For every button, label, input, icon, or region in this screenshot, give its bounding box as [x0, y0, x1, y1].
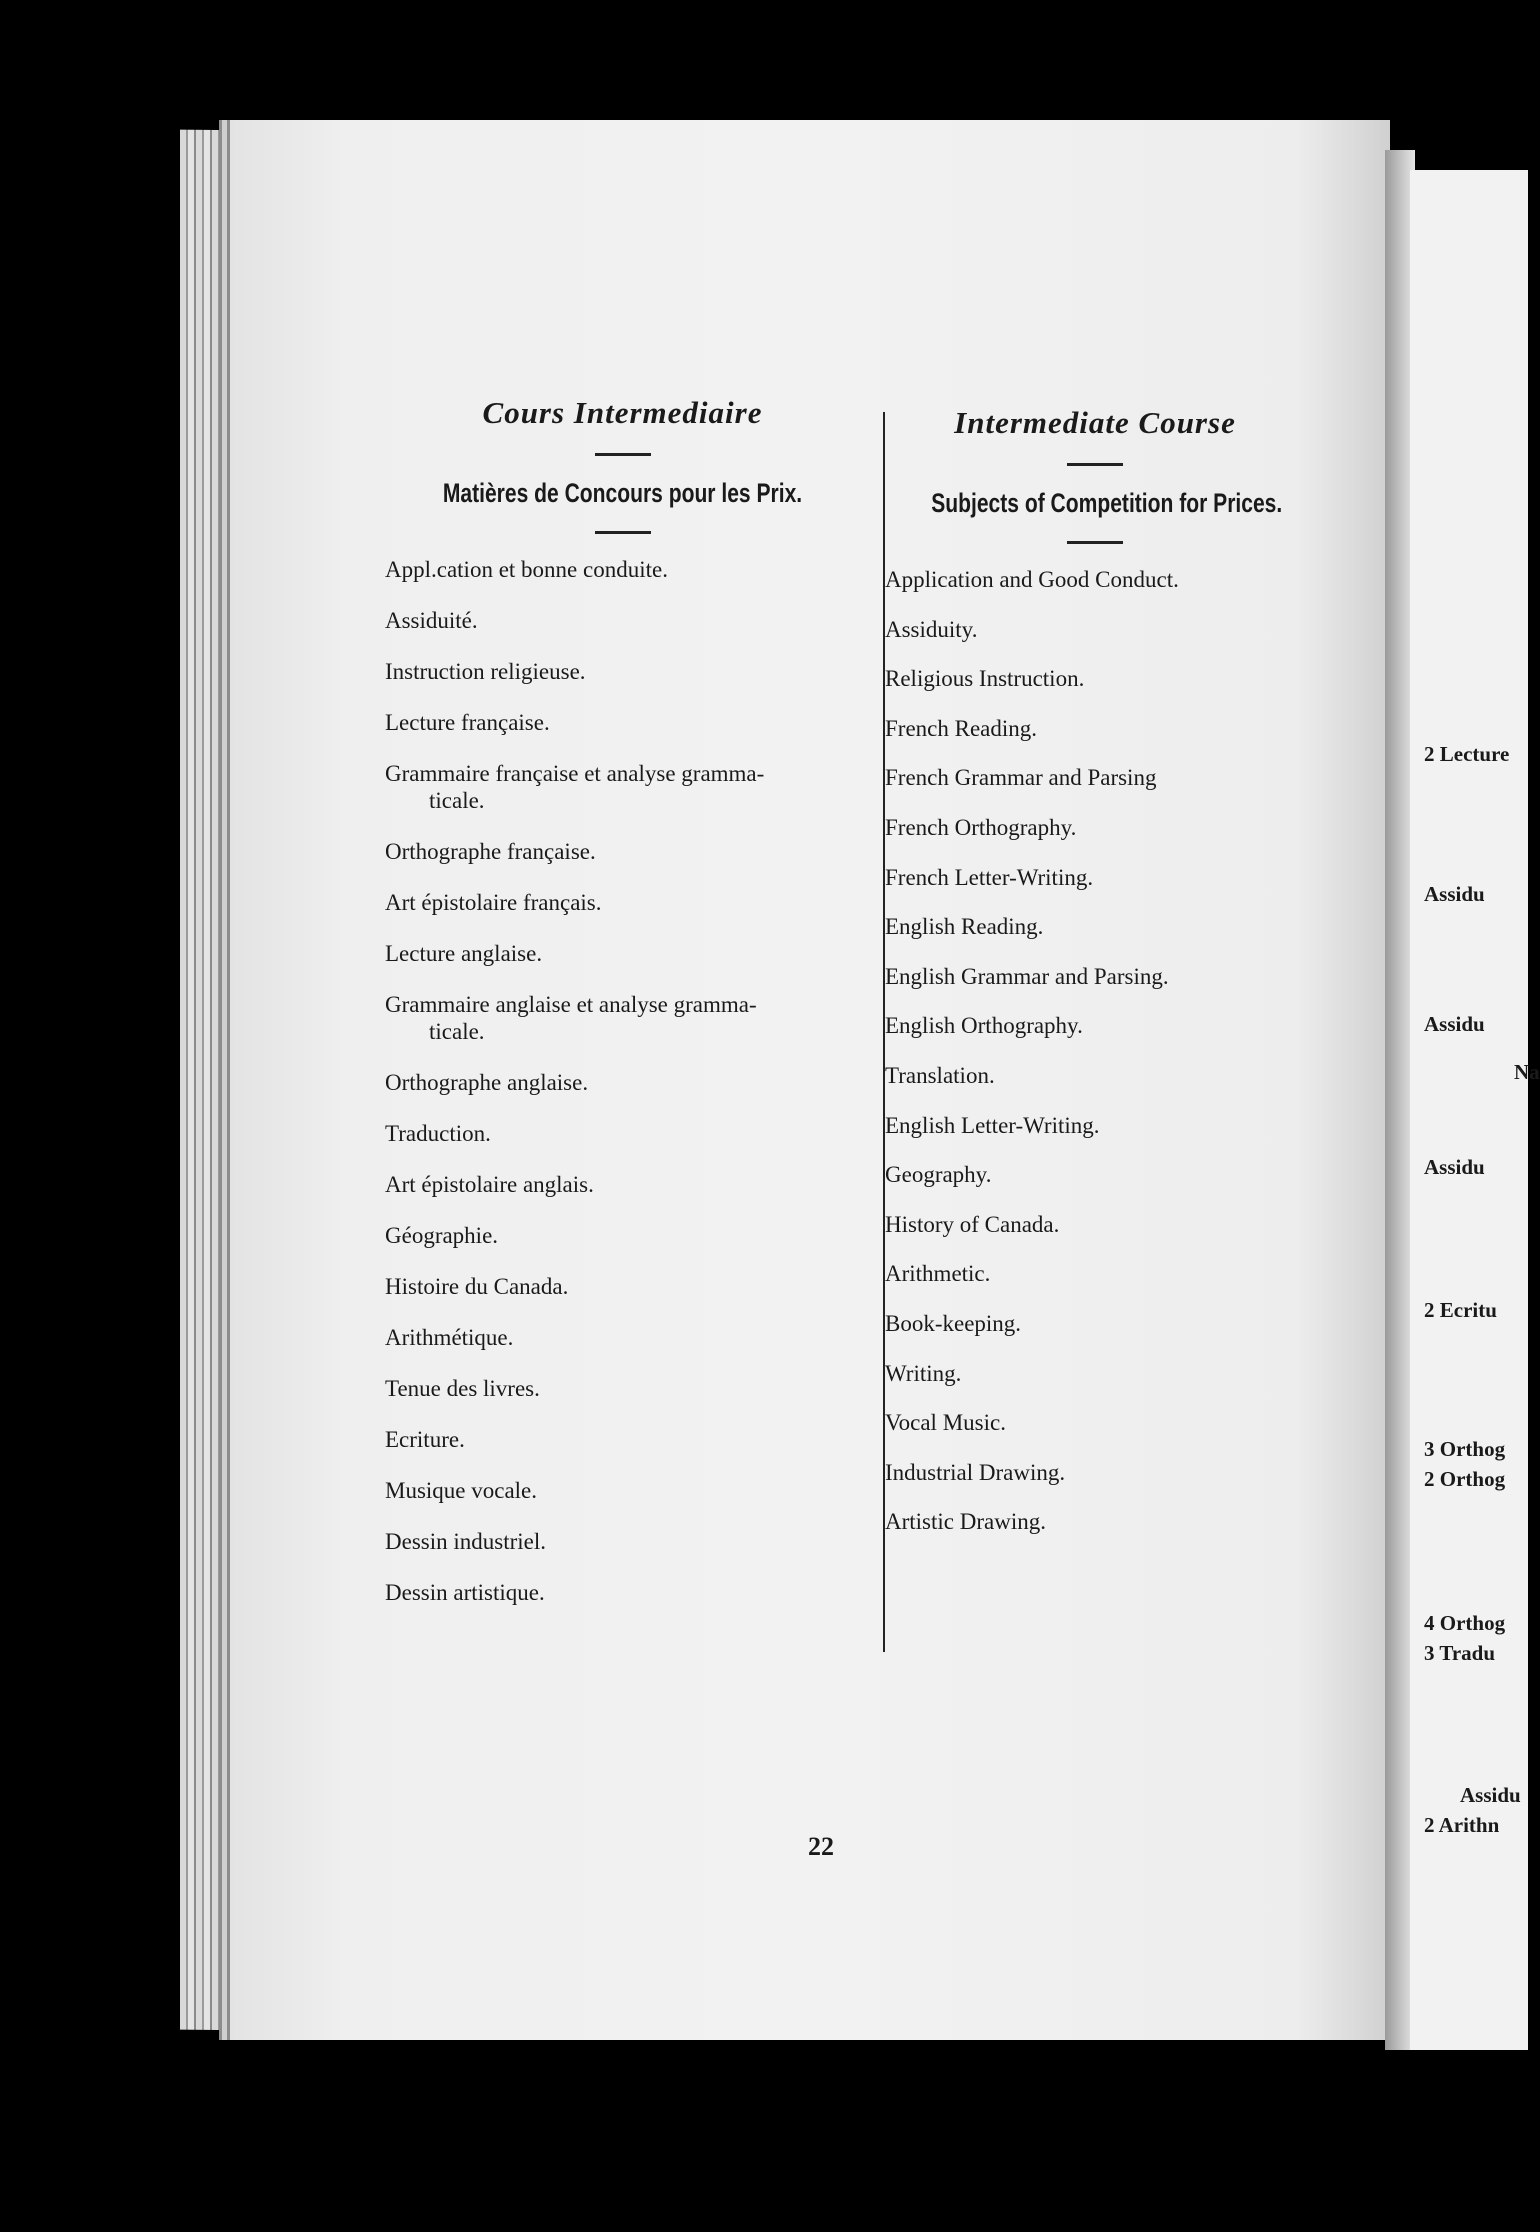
list-item: Ecriture.: [385, 1427, 465, 1452]
english-column: [885, 405, 1305, 1558]
list-item: Orthographe française.: [385, 839, 596, 864]
list-item: Arithmétique.: [385, 1325, 514, 1350]
list-item: Lecture anglaise.: [385, 941, 543, 966]
next-page-line: 2 Lecture: [1424, 742, 1510, 766]
list-item: Instruction religieuse.: [385, 659, 586, 684]
english-heading: Intermediate Course: [954, 405, 1236, 440]
next-page-line: Na: [1514, 1060, 1540, 1084]
list-item: Orthographe anglaise.: [385, 1070, 589, 1095]
list-item: [385, 991, 860, 1069]
next-page-fragment: [1410, 170, 1540, 2050]
heading-rule: [595, 453, 651, 456]
list-item: Geography.: [885, 1162, 992, 1188]
subheading-rule: [1067, 541, 1123, 544]
french-subheading: Matières de Concours pour les Prix.: [442, 478, 803, 508]
list-item: Lecture française.: [385, 710, 550, 735]
next-page-line: 3 Tradu: [1424, 1641, 1495, 1665]
list-item-continuation: ticale.: [429, 1019, 485, 1044]
next-page-line: 2 Orthog: [1424, 1467, 1506, 1491]
list-item: Art épistolaire anglais.: [385, 1172, 594, 1197]
list-item: French Reading.: [885, 715, 1038, 741]
list-item: Tenue des livres.: [385, 1376, 540, 1401]
list-item: History of Canada.: [885, 1211, 1060, 1237]
list-item: Dessin artistique.: [385, 1580, 545, 1605]
list-item: Musique vocale.: [385, 1478, 538, 1503]
next-page-line: 2 Ecritu: [1424, 1298, 1497, 1322]
list-item: Assiduity.: [885, 616, 978, 642]
english-subject-list: [885, 566, 1305, 1558]
list-item: Industrial Drawing.: [885, 1459, 1066, 1485]
french-subject-list: [385, 556, 860, 1630]
list-item-text: Grammaire anglaise et analyse gramma-: [385, 992, 757, 1017]
list-item: Art épistolaire français.: [385, 890, 602, 915]
list-item: Assiduité.: [385, 608, 478, 633]
list-item-text: Grammaire française et analyse gramma-: [385, 761, 765, 786]
list-item: Application and Good Conduct.: [885, 567, 1179, 592]
next-page-line: Assidu: [1424, 882, 1485, 906]
heading-rule: [1067, 463, 1123, 466]
list-item: French Grammar and Parsing: [885, 765, 1157, 791]
list-item-continuation: ticale.: [429, 788, 485, 813]
list-item: Traduction.: [385, 1121, 491, 1146]
page-number: 22: [808, 1832, 834, 1861]
next-page-line: 4 Orthog: [1424, 1611, 1506, 1635]
list-item: English Reading.: [885, 914, 1044, 940]
list-item: English Orthography.: [885, 1013, 1083, 1039]
english-subheading: Subjects of Competition for Prices.: [931, 488, 1283, 518]
next-page-line: Assidu: [1460, 1783, 1521, 1807]
list-item: Translation.: [885, 1062, 995, 1088]
list-item: [385, 760, 860, 838]
subheading-rule: [595, 531, 651, 534]
list-item: French Orthography.: [885, 814, 1077, 840]
list-item: Religious Instruction.: [885, 666, 1085, 692]
next-page-line: 3 Orthog: [1424, 1437, 1506, 1461]
list-item: Book-keeping.: [885, 1310, 1022, 1336]
next-page-line: 2 Arithn: [1424, 1813, 1500, 1837]
list-item: Arithmetic.: [885, 1261, 991, 1287]
list-item: Histoire du Canada.: [385, 1274, 569, 1299]
list-item: Writing.: [885, 1360, 962, 1386]
list-item: Appl.cation et bonne conduite.: [385, 557, 668, 582]
list-item: French Letter-Writing.: [885, 864, 1094, 890]
french-column: [385, 395, 860, 1630]
list-item: Artistic Drawing.: [885, 1509, 1046, 1535]
french-heading: Cours Intermediaire: [482, 395, 763, 430]
list-item: English Grammar and Parsing.: [885, 963, 1169, 989]
next-page-line: Assidu: [1424, 1155, 1485, 1179]
list-item: Dessin industriel.: [385, 1529, 546, 1554]
list-item: Géographie.: [385, 1223, 499, 1248]
list-item: English Letter-Writing.: [885, 1112, 1100, 1138]
list-item: Vocal Music.: [885, 1410, 1006, 1436]
next-page-line: Assidu: [1424, 1012, 1485, 1036]
